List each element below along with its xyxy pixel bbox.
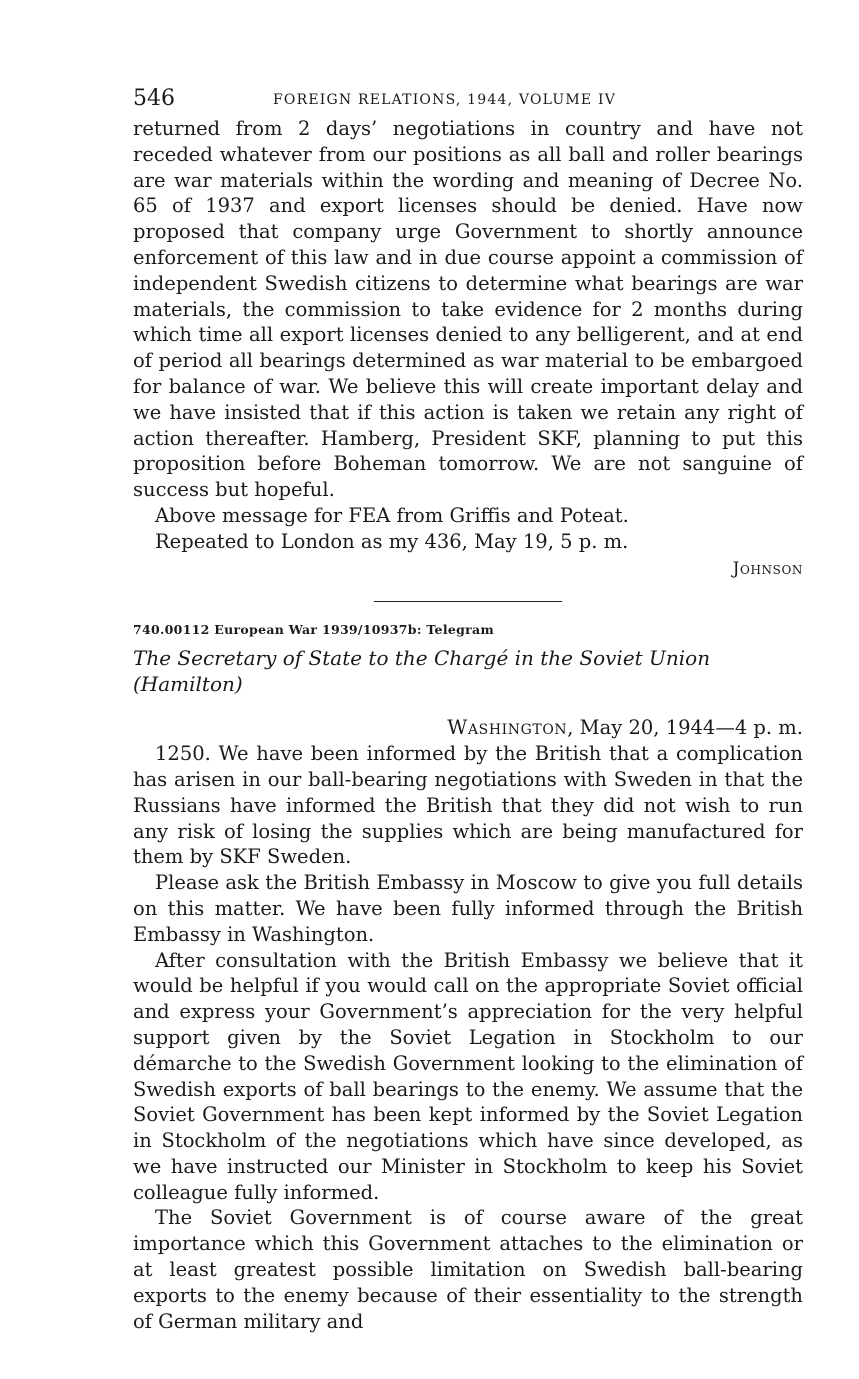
body-paragraph: Please ask the British Embassy in Moscow to give you full details on this matter. We have been fully informed through the British Embassy in Washington.: [133, 871, 803, 946]
file-reference: 740.00112 European War 1939/10937b: Telegram: [133, 622, 494, 638]
document-page: [133, 86, 803, 1334]
section-divider: [374, 601, 562, 602]
body-paragraph: After consultation with the British Embassy we believe that it would be helpful if you would call on the appropriate Soviet official and express your Government’s appreciation for the very helpful support given by the Soviet Legation in Stockholm to our démarche to the Swedish Government looking to the elimination of Swedish exports of ball bearings to the enemy. We assume that the Soviet Government has been kept informed by the Soviet Legation in Stockholm of the negotiations which have since developed, as we have instructed our Minister in Stockholm to keep his Soviet colleague fully informed.: [133, 948, 803, 1204]
body-paragraph: 1250. We have been informed by the British that a complication has arisen in our ball-bearing negotiations with Sweden in that the Russians have informed the British that they did not wish to run any risk of losing the supplies which are being manufactured for them by SKF Sweden.: [133, 742, 803, 869]
body-paragraph: The Soviet Government is of course aware of the great importance which this Government attaches to the elimination or at least greatest possible limitation on Swedish ball-bearing exports to the enemy because of their essentiality to the strength of German military and: [133, 1206, 803, 1333]
message-note: Above message for FEA from Griffis and Poteat.: [155, 503, 629, 527]
page-number: 546: [133, 86, 175, 111]
dateline-date: , May 20, 1944—4 p. m.: [567, 716, 803, 740]
repeat-note: Repeated to London as my 436, May 19, 5 p. m.: [155, 529, 629, 553]
dateline-place: Washington: [447, 716, 568, 740]
page-header: [133, 86, 803, 116]
telegram-continuation-paragraph: returned from 2 days’ negotiations in country and have not receded whatever from our positions as all ball and roller bearings are war materials within the wording and meaning of Decree No. 65 of 1937 and export licenses should be denied. Have now proposed that company urge Government to shortly announce enforcement of this law and in due course appoint a commission of independent Swedish citizens to determine what bearings are war materials, the commission to take evidence for 2 months during which time all export licenses denied to any belligerent, and at end of period all bearings determined as war material to be embargoed for balance of war. We believe this will create important delay and we have insisted that if this action is taken we retain any right of action thereafter. Hamberg, President SKF, planning to put this proposition before Boheman tomorrow. We are not sanguine of success but hopeful.: [133, 117, 803, 502]
signature: Johnson: [732, 558, 803, 579]
dateline: [133, 715, 803, 741]
running-head: FOREIGN RELATIONS, 1944, VOLUME IV: [273, 92, 617, 108]
document-title: The Secretary of State to the Chargé in the Soviet Union (Hamilton): [133, 646, 711, 697]
